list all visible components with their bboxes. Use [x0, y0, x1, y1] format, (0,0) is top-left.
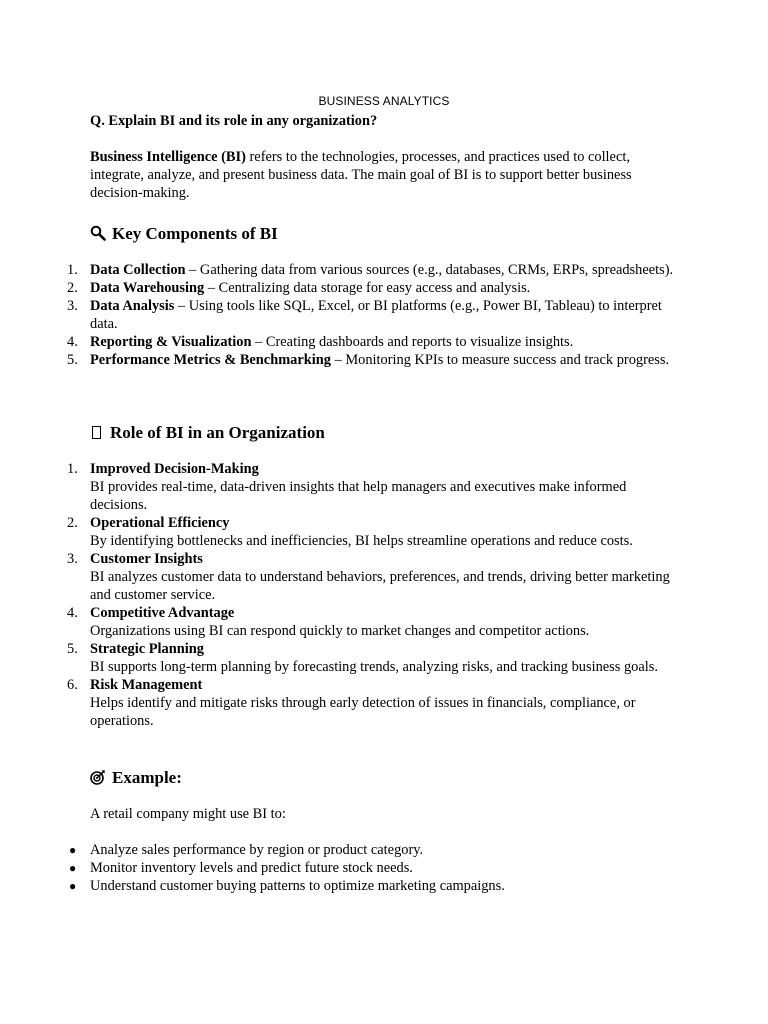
item-text: Organizations using BI can respond quickly to market changes and competitor actions.: [90, 623, 590, 639]
list-item: [62, 261, 682, 279]
intro-term: Business Intelligence (BI): [90, 149, 246, 165]
item-text: – Creating dashboards and reports to visualize insights.: [251, 334, 574, 350]
item-number: 6.: [67, 677, 78, 693]
item-term: Performance Metrics & Benchmarking: [90, 352, 331, 368]
bullet-icon: ●: [69, 861, 77, 875]
bullet-icon: ●: [69, 843, 77, 857]
item-text: BI analyzes customer data to understand behaviors, preferences, and trends, driving better marketing and customer service.: [90, 569, 670, 603]
item-term: Improved Decision-Making: [90, 461, 259, 477]
bullet-icon: ●: [69, 879, 77, 893]
item-term: Operational Efficiency: [90, 515, 230, 531]
list-item: [62, 460, 682, 514]
role-heading: [90, 422, 680, 444]
intro-paragraph: [90, 148, 680, 202]
list-item: [62, 877, 682, 895]
item-term: Customer Insights: [90, 551, 203, 567]
item-term: Data Collection: [90, 262, 186, 278]
example-title: Example:: [112, 768, 182, 787]
item-number: 5.: [67, 641, 78, 657]
item-text: – Using tools like SQL, Excel, or BI platforms (e.g., Power BI, Tableau) to interpret data.: [90, 298, 662, 332]
list-item: [62, 351, 682, 369]
item-number: 1.: [67, 262, 78, 278]
list-item: [62, 841, 682, 859]
item-number: 2.: [67, 280, 78, 296]
item-text: BI provides real-time, data-driven insights that help managers and executives make informed decisions.: [90, 479, 627, 513]
list-item: [62, 604, 682, 640]
item-text: Helps identify and mitigate risks through early detection of issues in financials, compliance, or operations.: [90, 695, 636, 729]
list-item: [62, 640, 682, 676]
list-item: [62, 279, 682, 297]
missing-glyph-icon: [92, 426, 101, 439]
item-number: 3.: [67, 298, 78, 314]
item-term: Data Analysis: [90, 298, 175, 314]
bullet-text: Monitor inventory levels and predict future stock needs.: [90, 860, 413, 876]
item-text: – Centralizing data storage for easy access and analysis.: [204, 280, 531, 296]
intro-text: refers to the technologies, processes, and practices used to collect, integrate, analyze, and present business data. The main goal of BI is to support better business decision-making.: [90, 149, 632, 201]
bullet-text: Analyze sales performance by region or product category.: [90, 842, 424, 858]
key-components-list: [62, 261, 682, 369]
item-term: Data Warehousing: [90, 280, 205, 296]
document-header: BUSINESS ANALYTICS: [318, 94, 450, 108]
key-components-title: Key Components of BI: [112, 224, 278, 243]
item-term: Risk Management: [90, 677, 203, 693]
item-number: 2.: [67, 515, 78, 531]
example-intro: A retail company might use BI to:: [90, 806, 286, 822]
key-components-heading: [90, 223, 680, 247]
list-item: [62, 676, 682, 730]
item-number: 4.: [67, 605, 78, 621]
role-list: [62, 460, 682, 730]
item-text: – Monitoring KPIs to measure success and track progress.: [330, 352, 670, 368]
item-term: Reporting & Visualization: [90, 334, 252, 350]
item-number: 3.: [67, 551, 78, 567]
item-number: 1.: [67, 461, 78, 477]
list-item: [62, 514, 682, 550]
role-title: Role of BI in an Organization: [110, 423, 325, 442]
item-text: – Gathering data from various sources (e.g., databases, CRMs, ERPs, spreadsheets).: [185, 262, 674, 278]
example-heading: [90, 767, 680, 791]
item-text: By identifying bottlenecks and inefficiencies, BI helps streamline operations and reduce costs.: [90, 533, 633, 549]
item-term: Strategic Planning: [90, 641, 204, 657]
bullet-text: Understand customer buying patterns to optimize marketing campaigns.: [90, 878, 505, 894]
magnifier-icon: [90, 225, 106, 247]
target-icon: [90, 769, 106, 791]
question-heading: Q. Explain BI and its role in any organization?: [90, 113, 378, 129]
list-item: [62, 297, 682, 333]
list-item: [62, 550, 682, 604]
list-item: [62, 859, 682, 877]
item-number: 4.: [67, 334, 78, 350]
example-bullet-list: [62, 841, 682, 895]
list-item: [62, 333, 682, 351]
item-number: 5.: [67, 352, 78, 368]
item-term: Competitive Advantage: [90, 605, 235, 621]
item-text: BI supports long-term planning by forecasting trends, analyzing risks, and tracking business goals.: [90, 659, 658, 675]
